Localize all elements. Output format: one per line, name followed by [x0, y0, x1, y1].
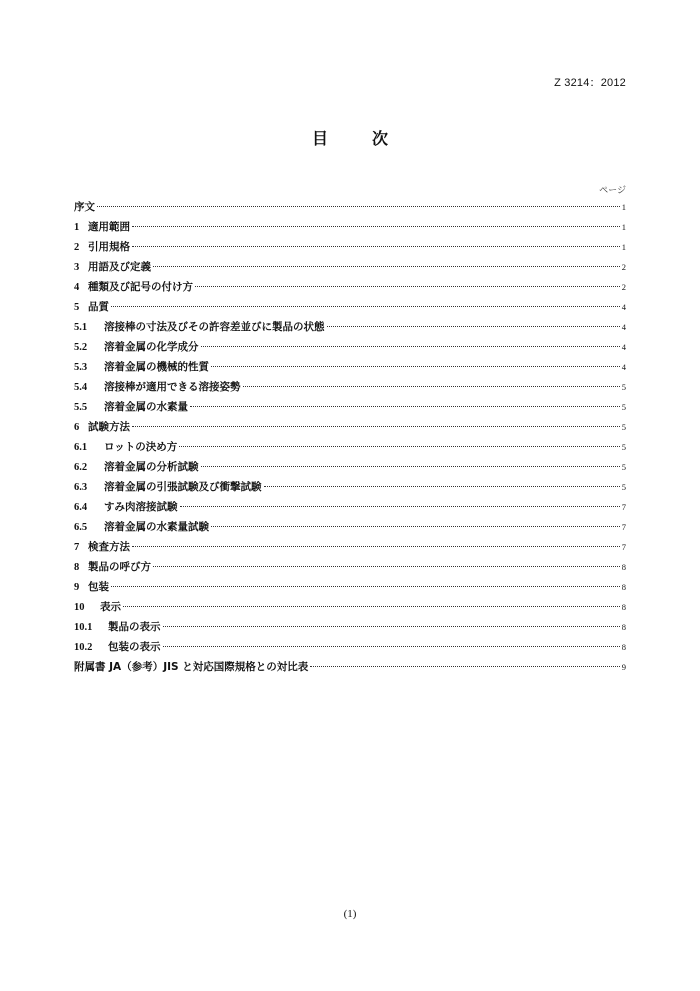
toc-entry[interactable]	[74, 197, 626, 217]
toc-entry-title: 表示	[100, 601, 121, 613]
toc-entry-title: 品質	[88, 301, 109, 313]
toc-entry[interactable]	[74, 497, 626, 517]
dot-leader	[163, 626, 620, 627]
toc-entry-title: 用語及び定義	[88, 261, 151, 273]
dot-leader	[190, 406, 620, 407]
toc-entry-page: 8	[621, 622, 626, 632]
toc-entry-page: 8	[621, 562, 626, 572]
toc-entry-number: 5.3	[74, 362, 88, 373]
toc-entry-number: 8	[74, 562, 80, 573]
toc-entry[interactable]	[74, 617, 626, 637]
toc-entry-page: 1	[621, 222, 626, 232]
toc-entry[interactable]	[74, 377, 626, 397]
toc-entry-title: 溶着金属の機械的性質	[104, 361, 209, 373]
toc-entry[interactable]	[74, 517, 626, 537]
page-title: 目 次	[311, 129, 402, 148]
toc-entry[interactable]	[74, 417, 626, 437]
dot-leader	[195, 286, 620, 287]
toc-entry-title: 包装の表示	[108, 641, 161, 653]
dot-leader	[97, 206, 620, 207]
toc-entry-number: 5.1	[74, 322, 88, 333]
toc-entry-number: 6.3	[74, 482, 88, 493]
toc-entry-number: 5.4	[74, 382, 88, 393]
toc-entry-title: 溶着金属の水素量	[104, 401, 188, 413]
toc-entry-title: 包装	[88, 581, 109, 593]
toc-entry[interactable]	[74, 277, 626, 297]
dot-leader	[132, 426, 620, 427]
toc-entry-page: 5	[621, 462, 626, 472]
toc-entry-page: 7	[621, 502, 626, 512]
toc-entry[interactable]	[74, 397, 626, 417]
toc-entry-page: 5	[621, 382, 626, 392]
table-of-contents	[74, 197, 626, 677]
toc-entry-page: 2	[621, 262, 626, 272]
toc-entry-number: 4	[74, 282, 80, 293]
toc-entry[interactable]	[74, 557, 626, 577]
toc-entry[interactable]	[74, 357, 626, 377]
toc-entry[interactable]	[74, 577, 626, 597]
dot-leader	[211, 526, 620, 527]
dot-leader	[111, 306, 620, 307]
toc-entry[interactable]	[74, 657, 626, 677]
toc-entry[interactable]	[74, 257, 626, 277]
toc-entry-page: 8	[621, 602, 626, 612]
dot-leader	[264, 486, 620, 487]
toc-entry-number: 5	[74, 302, 80, 313]
dot-leader	[327, 326, 620, 327]
toc-entry-number: 6.1	[74, 442, 88, 453]
toc-entry-number: 10	[74, 602, 85, 613]
dot-leader	[163, 646, 620, 647]
toc-entry-page: 8	[621, 642, 626, 652]
toc-entry-title: 種類及び記号の付け方	[88, 281, 193, 293]
toc-entry[interactable]	[74, 337, 626, 357]
toc-entry-title: 附属書 JA（参考）JIS と対応国際規格との対比表	[74, 661, 309, 673]
toc-entry-number: 6.4	[74, 502, 88, 513]
toc-entry-number: 7	[74, 542, 80, 553]
toc-entry-title: 適用範囲	[88, 221, 130, 233]
toc-entry-title: 引用規格	[88, 241, 130, 253]
toc-entry-number: 10.2	[74, 642, 93, 653]
toc-entry-page: 9	[621, 662, 626, 672]
dot-leader	[153, 566, 620, 567]
toc-entry-page: 7	[621, 542, 626, 552]
toc-entry-number: 6	[74, 422, 80, 433]
toc-entry-page: 1	[621, 202, 626, 212]
dot-leader	[201, 346, 620, 347]
toc-entry-page: 5	[621, 422, 626, 432]
toc-entry-page: 4	[621, 302, 626, 312]
toc-entry-page: 5	[621, 442, 626, 452]
dot-leader	[123, 606, 620, 607]
toc-entry-title: 序文	[74, 201, 95, 213]
toc-entry-title: すみ肉溶接試験	[104, 501, 178, 513]
toc-entry-number: 6.5	[74, 522, 88, 533]
dot-leader	[310, 666, 620, 667]
toc-entry-title: 検査方法	[88, 541, 130, 553]
dot-leader	[180, 506, 620, 507]
toc-entry-number: 1	[74, 222, 80, 233]
toc-entry-number: 9	[74, 582, 80, 593]
dot-leader	[132, 226, 620, 227]
toc-entry[interactable]	[74, 457, 626, 477]
toc-entry-number: 3	[74, 262, 80, 273]
toc-entry-title: 溶接棒が適用できる溶接姿勢	[104, 381, 241, 393]
document-code: Z 3214：2012	[554, 77, 626, 89]
toc-entry-number: 6.2	[74, 462, 88, 473]
toc-entry[interactable]	[74, 297, 626, 317]
toc-entry-title: 試験方法	[88, 421, 130, 433]
dot-leader	[132, 546, 620, 547]
toc-entry[interactable]	[74, 237, 626, 257]
toc-entry-number: 10.1	[74, 622, 93, 633]
toc-entry-page: 5	[621, 482, 626, 492]
dot-leader	[153, 266, 620, 267]
toc-entry-page: 4	[621, 322, 626, 332]
toc-entry-title: 溶着金属の水素量試験	[104, 521, 209, 533]
toc-entry[interactable]	[74, 637, 626, 657]
page-column-label: ページ	[599, 186, 626, 196]
toc-entry[interactable]	[74, 217, 626, 237]
toc-entry-page: 1	[621, 242, 626, 252]
toc-entry-page: 2	[621, 282, 626, 292]
toc-entry-page: 8	[621, 582, 626, 592]
dot-leader	[211, 366, 620, 367]
toc-entry[interactable]	[74, 597, 626, 617]
toc-entry-title: 製品の呼び方	[88, 561, 151, 573]
toc-entry-page: 4	[621, 342, 626, 352]
toc-entry-title: 溶着金属の化学成分	[104, 341, 199, 353]
toc-entry-title: 製品の表示	[108, 621, 161, 633]
toc-entry[interactable]	[74, 537, 626, 557]
dot-leader	[179, 446, 619, 447]
toc-entry-page: 5	[621, 402, 626, 412]
toc-entry-title: 溶接棒の寸法及びその許容差並びに製品の状態	[104, 321, 325, 333]
toc-entry-title: ロットの決め方	[104, 441, 178, 453]
toc-entry[interactable]	[74, 437, 626, 457]
toc-entry-page: 7	[621, 522, 626, 532]
toc-entry[interactable]	[74, 317, 626, 337]
toc-entry-title: 溶着金属の引張試験及び衝撃試験	[104, 481, 262, 493]
toc-entry[interactable]	[74, 477, 626, 497]
toc-entry-number: 5.2	[74, 342, 88, 353]
toc-entry-page: 4	[621, 362, 626, 372]
dot-leader	[111, 586, 620, 587]
page-number: (1)	[343, 908, 357, 920]
dot-leader	[132, 246, 620, 247]
toc-entry-number: 5.5	[74, 402, 88, 413]
toc-entry-number: 2	[74, 242, 80, 253]
toc-entry-title: 溶着金属の分析試験	[104, 461, 199, 473]
dot-leader	[243, 386, 620, 387]
dot-leader	[201, 466, 620, 467]
